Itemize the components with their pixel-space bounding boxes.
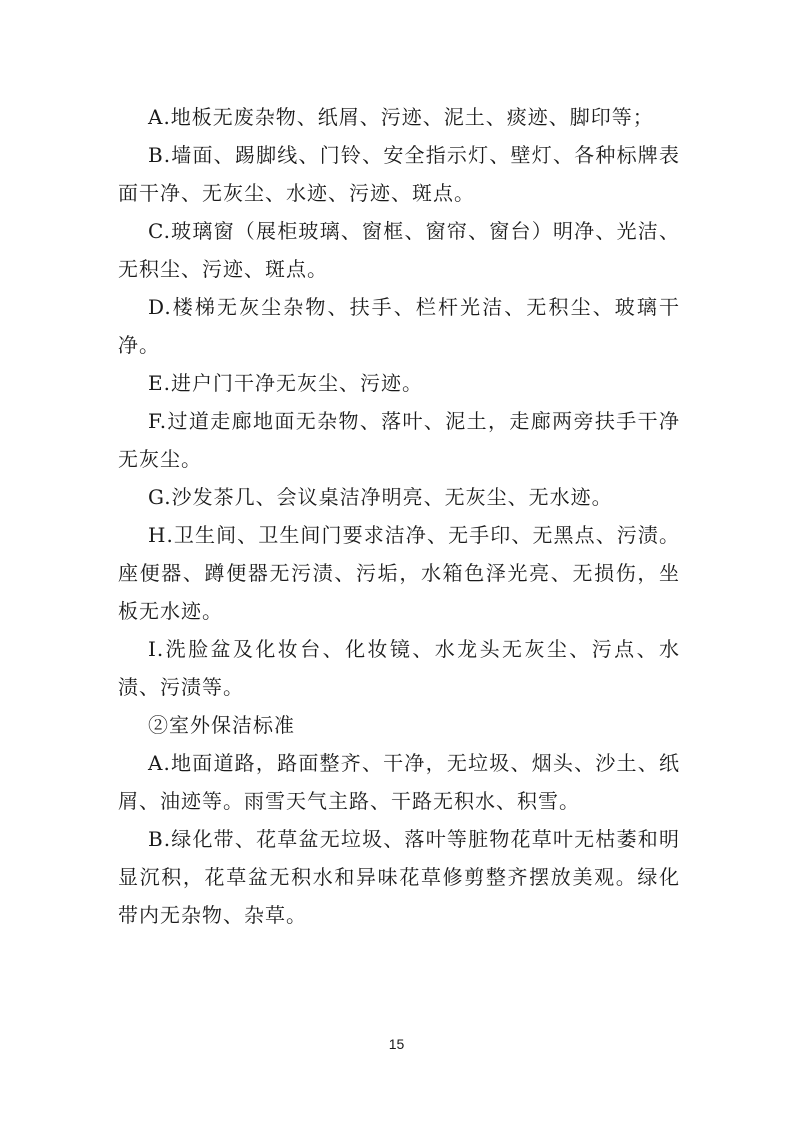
paragraph-road: A.地面道路，路面整齐、干净，无垃圾、烟头、沙土、纸屑、油迹等。雨雪天气主路、干路无积水、积雪。 bbox=[118, 751, 680, 813]
paragraph-corridor: F.过道走廊地面无杂物、落叶、泥土，走廊两旁扶手干净无灰尘。 bbox=[118, 409, 680, 471]
page-number: 15 bbox=[388, 1036, 405, 1052]
paragraph-floor: A.地板无废杂物、纸屑、污迹、泥土、痰迹、脚印等； bbox=[148, 105, 654, 129]
paragraph-sofa: G.沙发茶几、会议桌洁净明亮、无灰尘、无水迹。 bbox=[148, 485, 613, 509]
paragraph-greenbelt: B.绿化带、花草盆无垃圾、落叶等脏物花草叶无枯萎和明显沉积，花草盆无积水和异味花草修剪整齐摆放美观。绿化带内无杂物、杂草。 bbox=[118, 827, 680, 927]
paragraph-entry-door: E.进户门干净无灰尘、污迹。 bbox=[148, 371, 423, 395]
section-heading-outdoor: ②室外保洁标准 bbox=[148, 713, 295, 737]
paragraph-wall: B.墙面、踢脚线、门铃、安全指示灯、壁灯、各种标牌表面干净、无灰尘、水迹、污迹、斑点。 bbox=[118, 143, 680, 205]
document-body bbox=[118, 98, 680, 934]
paragraph-stairs: D.楼梯无灰尘杂物、扶手、栏杆光洁、无积尘、玻璃干净。 bbox=[118, 295, 680, 357]
paragraph-window: C.玻璃窗（展柜玻璃、窗框、窗帘、窗台）明净、光洁、无积尘、污迹、斑点。 bbox=[118, 219, 680, 281]
paragraph-restroom: H.卫生间、卫生间门要求洁净、无手印、无黑点、污渍。座便器、蹲便器无污渍、污垢，水箱色泽光亮、无损伤，坐板无水迹。 bbox=[118, 523, 680, 623]
paragraph-washbasin: I.洗脸盆及化妆台、化妆镜、水龙头无灰尘、污点、水渍、污渍等。 bbox=[118, 637, 680, 699]
